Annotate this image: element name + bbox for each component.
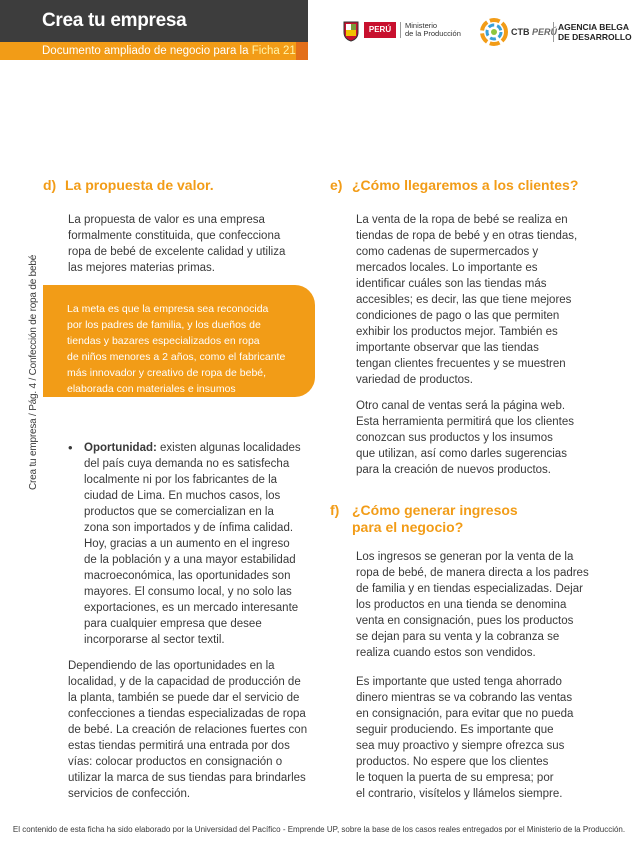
section-e-paragraph-1: La venta de la ropa de bebé se realiza en tiendas de ropa de bebé y en otras tiendas, como cadenas de supermercados y mercados locales. Lo importante es identificar cuáles son las tiendas más accesibles; es decir, las que tiene mejores condiciones de pago o las que permiten exhibir los productos mejor. También es importante observar que las tiendas tengan clientes frecuentes y se muestren variedad de productos. (356, 214, 578, 386)
agencia-belga-logo: AGENCIA BELGA DE DESARROLLO (553, 22, 632, 42)
section-f-heading: f) ¿Cómo generar ingresos para el negocio? (330, 502, 518, 535)
ficha-number: Ficha 21 (251, 45, 296, 57)
section-f-paragraph-2: Es importante que usted tenga ahorrado dinero mientras se va cobrando las ventas en consignación, para evitar que no pueda seguir produciendo. Es importante que sea muy proactivo y siempre ofrezca sus productos. No espere que los clientes le toquen la puerta de su empresa; por el contrario, visítelos y llámelos siempre. (356, 676, 574, 800)
page-subtitle: Documento ampliado de negocio para la Ficha 21 (42, 45, 296, 57)
peru-crest-icon (342, 20, 360, 42)
section-e-heading: e) ¿Cómo llegaremos a los clientes? (330, 177, 579, 193)
section-d-closing: Dependiendo de las oportunidades en la localidad, y de la capacidad de producción de la planta, también se puede dar el servicio de confecciones a tiendas especializadas de ropa de bebé. La creación de relaciones fuertes con estas tiendas permitirá una entrada por dos vías: colocar productos en consignación o utilizar la marca de sus tiendas para brindarles servicios de confección. (68, 660, 308, 800)
bullet-icon: • (68, 440, 73, 455)
ctb-logo-icon (480, 18, 508, 46)
section-f-paragraph-1: Los ingresos se generan por la venta de la ropa de bebé, de manera directa a los padres de familia y en tiendas especializadas. Dejar los productos en una tienda se denomina venta en consignación, pues los productos se dejan para su venta y la cobranza se realiza cuando estos son vendidos. (356, 551, 589, 659)
opportunity-bullet: Oportunidad: existen algunas localidades del país cuya demanda no es satisfecha localmente ni por los fabricantes de la ciudad de Lima. En muchos casos, los productos que se comercializan en la zona son importados y de ínfima calidad. Hoy, gracias a un aumento en el ingreso de la población y a una mayor estabilidad macroeconómica, las oportunidades son mayores. El consumo local, y no solo las exportaciones, es un mercado interesante para cualquier empresa que desee incorporarse al sector textil. (84, 442, 301, 646)
peru-logo: PERÚ (364, 22, 396, 38)
page-title: Crea tu empresa (42, 10, 187, 31)
section-d-intro: La propuesta de valor es una empresa formalmente constituida, que confecciona ropa de bebé de excelente calidad y utiliza las mejores materias primas. (68, 214, 286, 274)
footer-credit: El contenido de esta ficha ha sido elaborado por la Universidad del Pacífico - Emprende UP, sobre la base de los casos reales entregados por el Ministerio de la Producción. (12, 825, 626, 834)
opportunity-label: Oportunidad: (84, 442, 157, 454)
ctb-logo-text: CTB PERÚ (511, 27, 558, 37)
value-callout-text: La meta es que la empresa sea reconocida por los padres de familia, y los dueños de tiendas y bazares especializados en ropa de niños menores a 2 años, como el fabricante más innovador y creativo de ropa de bebé, elaborada con materiales e insumos de excelente calidad. (67, 303, 286, 411)
side-running-text: Crea tu empresa / Pág. 4 / Confección de ropa de bebé (28, 254, 39, 490)
ministerio-logo-text: Ministerio de la Producción (400, 22, 461, 38)
section-d-heading: d) La propuesta de valor. (43, 177, 214, 193)
section-e-paragraph-2: Otro canal de ventas será la página web. Esta herramienta permitirá que los clientes conozcan sus productos y los insumos que utilizan, así como darles sugerencias para la creación de nuevos productos. (356, 400, 574, 476)
